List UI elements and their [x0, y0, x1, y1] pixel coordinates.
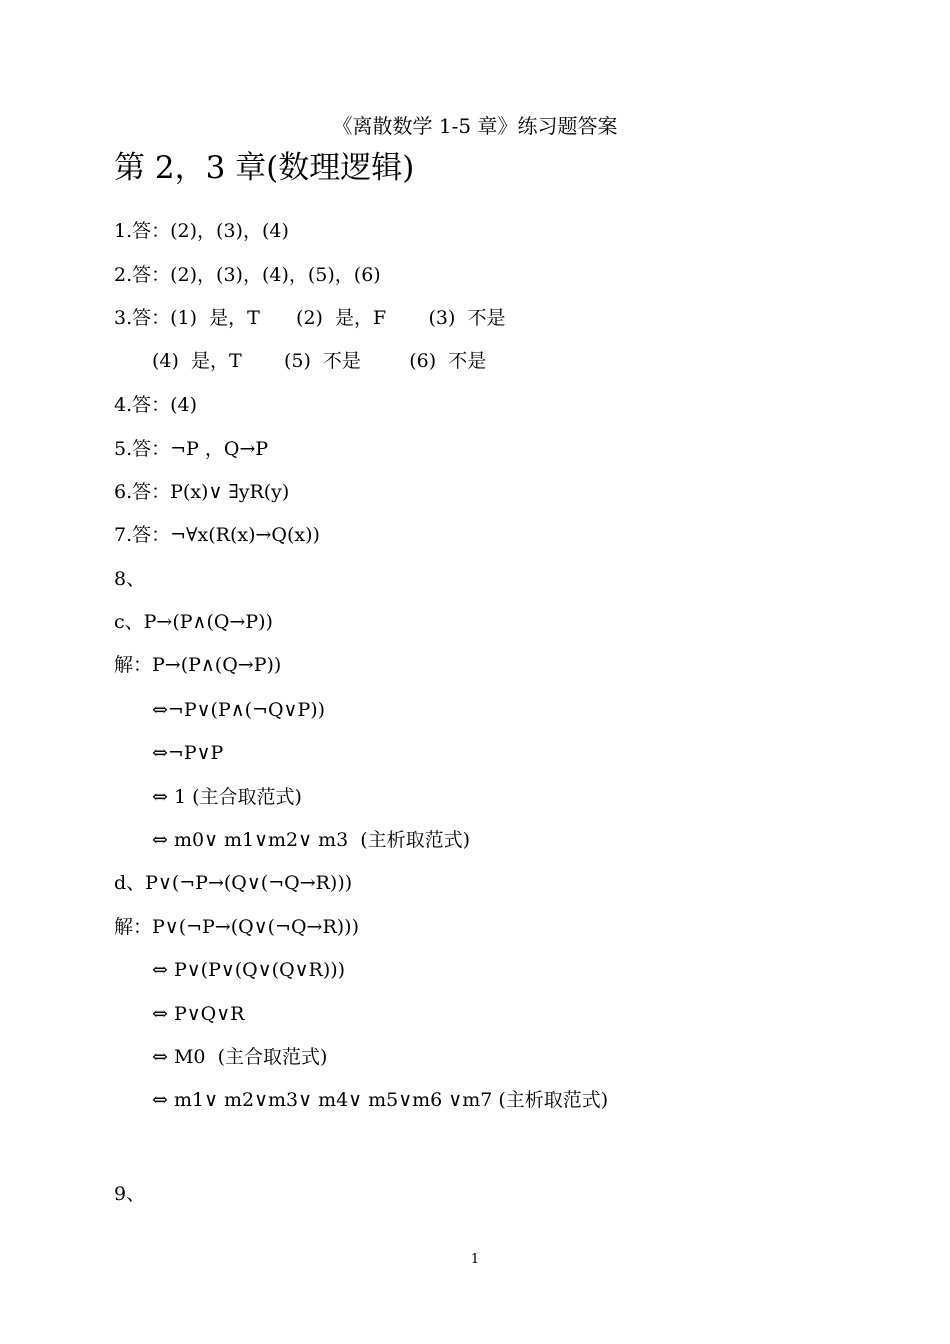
answer-line: 解：P→(P∧(Q→P))	[114, 654, 282, 676]
derivation-step: ⇔¬P∨(P∧(¬Q∨P))	[152, 699, 326, 721]
answer-line: 解：P∨(¬P→(Q∨(¬Q→R)))	[114, 916, 359, 938]
derivation-step: ⇔ m0∨ m1∨m2∨ m3 (主析取范式)	[152, 829, 471, 851]
answer-line: 8、	[114, 568, 146, 590]
derivation-step: ⇔¬P∨P	[152, 742, 224, 764]
answer-line: 4.答：(4)	[114, 394, 198, 416]
answer-line: (4) 是，T (5) 不是 (6) 不是	[152, 350, 487, 372]
derivation-step: ⇔ P∨Q∨R	[152, 1003, 245, 1025]
answer-line: 7.答：¬∀x(R(x)→Q(x))	[114, 524, 320, 546]
derivation-step: ⇔ P∨(P∨(Q∨(Q∨R)))	[152, 959, 346, 981]
answer-line: 1.答：(2)，(3)，(4)	[114, 220, 289, 242]
answer-line: 6.答：P(x)∨ ∃yR(y)	[114, 481, 290, 503]
page-number: 1	[470, 1252, 480, 1267]
derivation-step: ⇔ 1 (主合取范式)	[152, 786, 302, 808]
document-title: 《离散数学 1-5 章》练习题答案	[332, 114, 618, 138]
derivation-step: ⇔ M0 (主合取范式)	[152, 1046, 328, 1068]
answer-line: 2.答：(2)，(3)，(4)，(5)，(6)	[114, 264, 381, 286]
answer-line: 9、	[114, 1183, 146, 1205]
answer-line: d、P∨(¬P→(Q∨(¬Q→R)))	[114, 872, 353, 894]
chapter-heading: 第 2，3 章(数理逻辑)	[114, 150, 415, 186]
derivation-step: ⇔ m1∨ m2∨m3∨ m4∨ m5∨m6 ∨m7 (主析取范式)	[152, 1089, 609, 1111]
answer-line: 3.答：(1) 是，T (2) 是，F (3) 不是	[114, 307, 506, 329]
answer-line: 5.答：¬P ，Q→P	[114, 438, 269, 460]
answer-line: c、P→(P∧(Q→P))	[114, 611, 273, 633]
